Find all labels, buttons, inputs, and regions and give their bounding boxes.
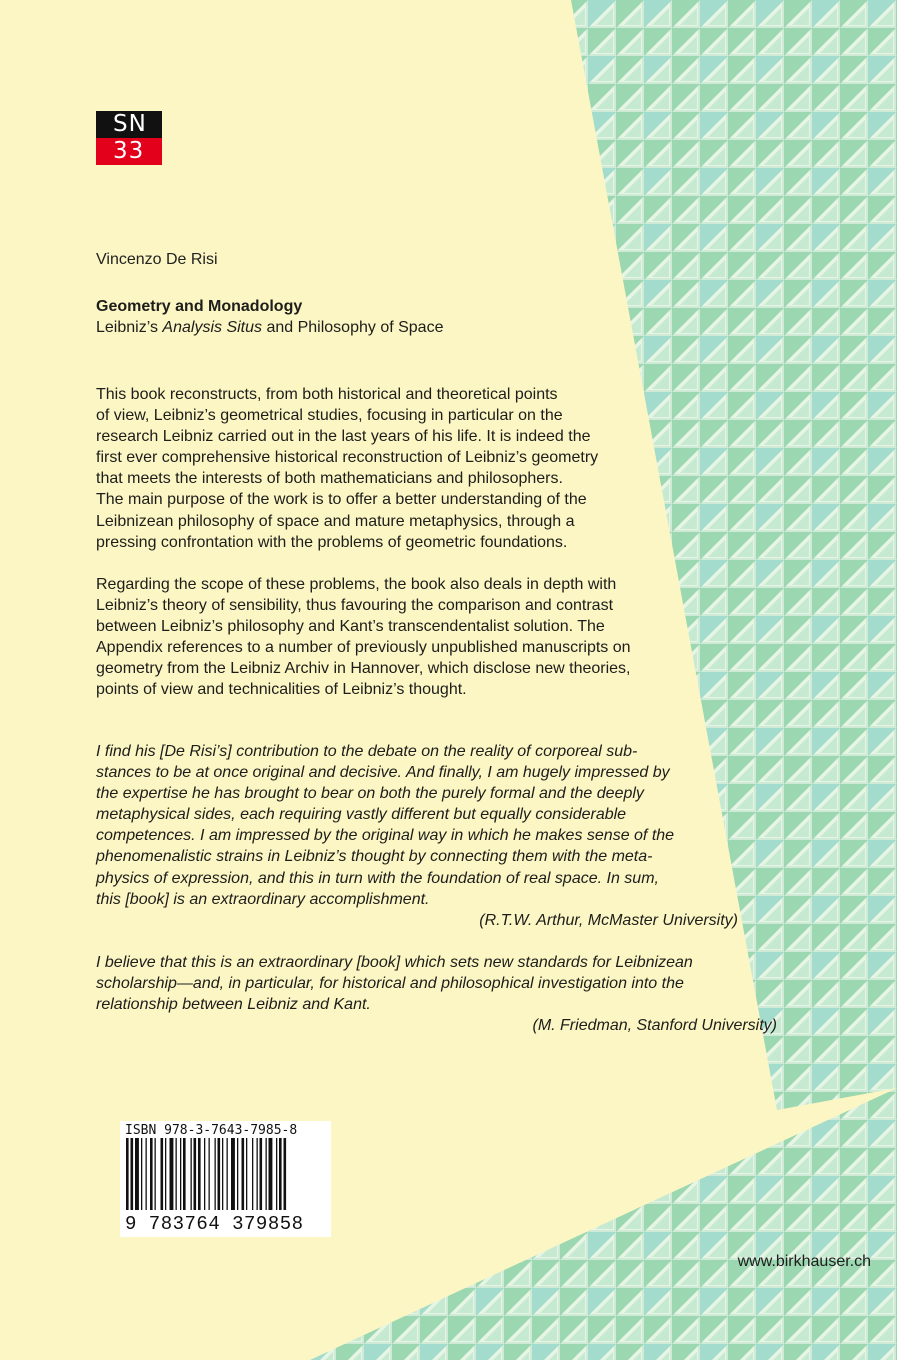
quote-line: the expertise he has brought to bear on both the purely formal and the deeply: [96, 785, 644, 803]
description-line: of view, Leibniz’s geometrical studies, focusing in particular on the: [96, 407, 563, 425]
barcode-bar: [191, 1138, 192, 1210]
book-title: Geometry and Monadology: [96, 298, 303, 315]
series-badge-bottom: 33: [96, 138, 162, 165]
book-description: [96, 384, 716, 700]
barcode-bars: [126, 1138, 326, 1214]
barcode-bar: [180, 1138, 181, 1210]
description-line: that meets the interests of both mathematicians and philosophers.: [96, 470, 563, 488]
barcode-bar: [227, 1138, 228, 1210]
description-line: Regarding the scope of these problems, the book also deals in depth with: [96, 575, 617, 593]
barcode-bar: [279, 1138, 282, 1210]
quote-line: stances to be at once original and decisive. And finally, I am hugely impressed by: [96, 764, 670, 782]
review-quote-arthur: [96, 741, 786, 931]
quote-line: I believe that this is an extraordinary [book] which sets new standards for Leibnizean: [96, 953, 693, 971]
quote-line: physics of expression, and this in turn with the foundation of real space. In sum,: [96, 869, 659, 887]
subtitle-part-1: Leibniz’s: [96, 319, 163, 336]
barcode-bar: [260, 1138, 263, 1210]
barcode-bar: [204, 1138, 205, 1210]
quote-line: competences. I am impressed by the original way in which he makes sense of the: [96, 827, 675, 845]
barcode-bar: [198, 1138, 201, 1210]
description-line: Leibnizean philosophy of space and mature metaphysics, through a: [96, 512, 575, 530]
description-line: This book reconstructs, from both historical and theoretical points: [96, 386, 558, 403]
barcode-digits: 9 783764 379858: [125, 1213, 304, 1235]
barcode-bar: [176, 1138, 177, 1210]
barcode-bar: [215, 1138, 216, 1210]
description-paragraph-1: [96, 384, 716, 553]
series-badge-top: SN: [96, 111, 162, 138]
book-subtitle: [96, 319, 443, 337]
isbn-barcode: [120, 1121, 331, 1237]
barcode-bar: [222, 1138, 223, 1210]
barcode-bar: [269, 1138, 273, 1210]
barcode-bar: [276, 1138, 277, 1210]
description-line: between Leibniz’s philosophy and Kant’s transcendentalist solution. The: [96, 617, 605, 635]
description-line: The main purpose of the work is to offer a better understanding of the: [96, 491, 587, 509]
quote-line: phenomenalistic strains in Leibniz’s thought by connecting them with the meta-: [96, 848, 653, 866]
quote-line: metaphysical sides, each requiring vastly different but equally considerable: [96, 806, 627, 824]
quote-line: scholarship—and, in particular, for historical and philosophical investigation into the: [96, 974, 684, 992]
author-name: Vincenzo De Risi: [96, 251, 218, 268]
quote-line: I find his [De Risi’s] contribution to the debate on the reality of corporeal sub-: [96, 743, 638, 760]
publisher-website[interactable]: www.birkhauser.ch: [737, 1253, 871, 1270]
barcode-bar: [150, 1138, 153, 1210]
barcode-bar: [183, 1138, 186, 1210]
quote-attribution: (M. Friedman, Stanford University): [532, 1017, 777, 1035]
subtitle-italic: Analysis Situs: [162, 319, 263, 336]
barcode-bar: [246, 1138, 247, 1210]
description-line: geometry from the Leibniz Archiv in Hannover, which disclose new theories,: [96, 660, 631, 678]
barcode-bar: [237, 1138, 238, 1210]
barcode-bar: [209, 1138, 210, 1210]
barcode-bar: [135, 1138, 139, 1210]
barcode-bar: [252, 1138, 253, 1210]
barcode-bar: [161, 1138, 164, 1210]
description-line: first ever comprehensive historical reconstruction of Leibniz’s geometry: [96, 449, 599, 467]
review-quote-friedman: [96, 952, 786, 1036]
barcode-bar: [266, 1138, 267, 1210]
barcode-bar: [155, 1138, 156, 1210]
barcode-bar: [170, 1138, 174, 1210]
barcode-bar: [126, 1138, 129, 1210]
description-line: Leibniz’s theory of sensibility, thus favouring the comparison and contrast: [96, 596, 614, 614]
series-badge: [96, 111, 162, 165]
barcode-bar: [141, 1138, 142, 1210]
review-quotes: [96, 741, 786, 1036]
description-line: points of view and technicalities of Leibniz’s thought.: [96, 681, 467, 699]
barcode-bar: [242, 1138, 245, 1210]
subtitle-part-2: and Philosophy of Space: [262, 319, 444, 336]
barcode-bar: [194, 1138, 197, 1210]
barcode-bar: [231, 1138, 235, 1210]
quote-line: this [book] is an extraordinary accomplishment.: [96, 890, 430, 908]
description-line: pressing confrontation with the problems of geometric foundations.: [96, 533, 568, 551]
barcode-bar: [257, 1138, 258, 1210]
barcode-bar: [284, 1138, 287, 1210]
barcode-bar: [131, 1138, 134, 1210]
description-paragraph-2: [96, 574, 716, 701]
quote-line: relationship between Leibniz and Kant.: [96, 996, 371, 1014]
barcode-bar: [146, 1138, 147, 1210]
barcode-bar: [218, 1138, 221, 1210]
description-line: research Leibniz carried out in the last years of his life. It is indeed the: [96, 428, 591, 446]
pattern-region-bottom: [310, 1088, 897, 1360]
quote-attribution: (R.T.W. Arthur, McMaster University): [479, 911, 738, 929]
description-line: Appendix references to a number of previously unpublished manuscripts on: [96, 639, 631, 657]
barcode-bar: [165, 1138, 166, 1210]
isbn-label: ISBN 978-3-7643-7985-8: [125, 1123, 298, 1138]
